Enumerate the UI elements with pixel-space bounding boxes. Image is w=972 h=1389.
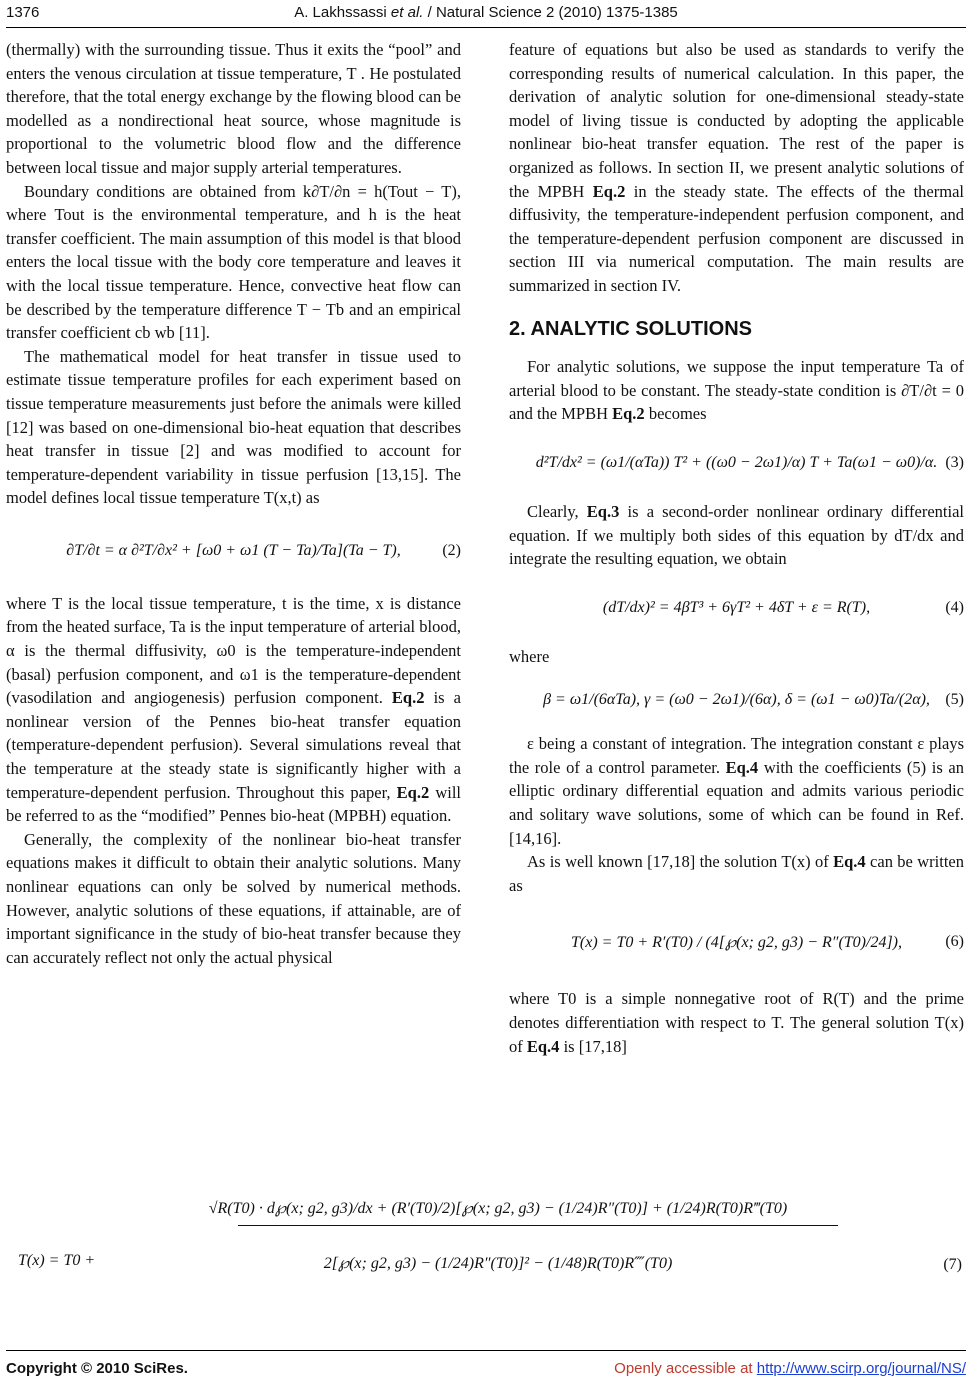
copyright: Copyright © 2010 SciRes. bbox=[6, 1360, 188, 1377]
fraction-bar bbox=[238, 1225, 838, 1226]
equation-2: ∂T/∂t = α ∂²T/∂x² + [ω0 + ω1 (T − Ta)/Ta](Ta − T), (2) bbox=[66, 542, 461, 560]
running-title: A. Lakhssassi et al. / Natural Science 2 (2010) 1375-1385 bbox=[294, 4, 678, 21]
paragraph: (thermally) with the surrounding tissue. Thus it exits the “pool” and enters the venous circulation at tissue temperature, T . He postulated therefore, that the total energy exchange by the flowing blood can be modelled as a nondirectional heat source, whose magnitude is proportional to the volumetric blood flow and the difference between local tissue and major supply arterial temperatures. bbox=[6, 40, 461, 177]
equation-3: d²T/dx² = (ω1/(αTa)) T² + ((ω0 − 2ω1)/α) T + Ta(ω1 − ω0)/α. (3) bbox=[535, 454, 964, 472]
right-column bbox=[509, 38, 964, 1058]
equation-4: (dT/dx)² = 4βT³ + 6γT² + 4δT + ε = R(T), (4) bbox=[602, 598, 964, 616]
paragraph: where T is the local tissue temperature, t is the time, x is distance from the heated surface, Ta is the input temperature of arterial blood, α is the thermal diffusivity, ω0 is the temperature-independent (basal) perfusion component, and ω1 is the temperature-dependent (vasodilation and angiogenesis) perfusion component. Eq.2 is a nonlinear version of the Pennes bio-heat transfer equation (temperature-dependent perfusion). Several simulations reveal that the temperature at the steady state is significantly higher with a temperature-dependent perfusion. Throughout this paper, Eq.2 will be referred to as the “modified” Pennes bio-heat (MPBH) equation. bbox=[6, 593, 461, 826]
page-header bbox=[6, 4, 966, 28]
journal-link[interactable]: http://www.scirp.org/journal/NS/ bbox=[756, 1360, 966, 1377]
paragraph: where bbox=[509, 646, 550, 666]
section-heading: 2. ANALYTIC SOLUTIONS bbox=[509, 317, 752, 340]
paragraph: Clearly, Eq.3 is a second-order nonlinear ordinary differential equation. If we multiply both sides of this equation by dT/dx and integrate the resulting equation, we obtain bbox=[509, 501, 965, 569]
paragraph: ε being a constant of integration. The integration constant ε plays the role of a control parameter. Eq.4 with the coefficients (5) is an elliptic ordinary differential equation and admits various periodic and solitary wave solutions, some of which can be found in Ref. [14,16]. bbox=[509, 734, 964, 848]
paragraph: The mathematical model for heat transfer in tissue used to estimate tissue temperature profiles for each experiment based on tissue temperature measurements just before the animals were killed [12] was based on one-dimensional bio-heat equation that describes heat transfer in tissue [2] and was modified to account for temperature-dependent variability in tissue perfusion [13,15]. The model defines local tissue temperature T(x,t) as bbox=[6, 346, 461, 508]
equation-7-denominator: 2[℘(x; g2, g3) − (1/24)R″(T0)]² − (1/48)R(T0)R⁗(T0) bbox=[323, 1255, 673, 1272]
equation-7-body bbox=[18, 1197, 838, 1276]
paragraph: As is well known [17,18] the solution T(x) of Eq.4 can be written as bbox=[509, 852, 964, 895]
paragraph: feature of equations but also be used as standards to verify the corresponding results of numerical calculation. In this paper, the derivation of analytic solution for one-dimensional steady-state model of living tissue is conducted by adopting the applicable nonlinear bio-heat transfer equation. The rest of the paper is organized as follows. In section II, we present analytic solutions of the MPBH Eq.2 in the steady state. The effects of the thermal diffusivity, the temperature-independent perfusion component, and the temperature-dependent perfusion component are discussed in section III via numerical computation. The main results are summarized in section IV. bbox=[509, 40, 964, 295]
equation-7 bbox=[6, 1195, 966, 1335]
paragraph: where T0 is a simple nonnegative root of R(T) and the prime denotes differentiation with respect to T. The general solution T(x) of Eq.4 is [17,18] bbox=[509, 989, 964, 1056]
equation-7-lhs: T(x) = T0 + bbox=[18, 1252, 96, 1269]
page-number: 1376 bbox=[6, 4, 40, 21]
equation-7-number: (7) bbox=[943, 1256, 962, 1273]
page-footer bbox=[6, 1350, 966, 1389]
equation-6: T(x) = T0 + R′(T0) / (4[℘(x; g2, g3) − R″(T0)/24]), (6) bbox=[570, 933, 964, 951]
equation-7-numerator: √R(T0) · d℘(x; g2, g3)/dx + (R′(T0)/2)[℘(x; g2, g3) − (1/24)R″(T0)] + (1/24)R(T0)R‴(T0) bbox=[208, 1200, 788, 1217]
paragraph: Generally, the complexity of the nonlinear bio-heat transfer equations makes it difficult to obtain their analytic solutions. Many nonlinear equations can only be solved by numerical methods. However, analytic solutions of these equations, if attainable, are of important significance in the study of bio-heat transfer because they can accurately reflect not only the actual physical bbox=[6, 829, 461, 967]
left-column bbox=[6, 38, 461, 969]
access-note: Openly accessible at http://www.scirp.org/journal/NS/ bbox=[614, 1360, 966, 1377]
header-rule bbox=[6, 27, 966, 28]
equation-5: β = ω1/(6αTa), γ = (ω0 − 2ω1)/(6α), δ = (ω1 − ω0)Ta/(2α), (5) bbox=[543, 691, 964, 709]
paragraph: Boundary conditions are obtained from k∂T/∂n = h(Tout − T), where Tout is the environmental temperature, and h is the heat transfer coefficient. The main assumption of this model is that blood enters the local tissue with the body core temperature and leaves it with the local tissue temperature. Hence, convective heat flow can be described by the temperature difference T − Tb and an empirical transfer coefficient cb wb [11]. bbox=[6, 181, 461, 343]
paragraph: For analytic solutions, we suppose the input temperature Ta of arterial blood to be constant. The steady-state condition is ∂T/∂t = 0 and the MPBH Eq.2 becomes bbox=[509, 357, 964, 424]
